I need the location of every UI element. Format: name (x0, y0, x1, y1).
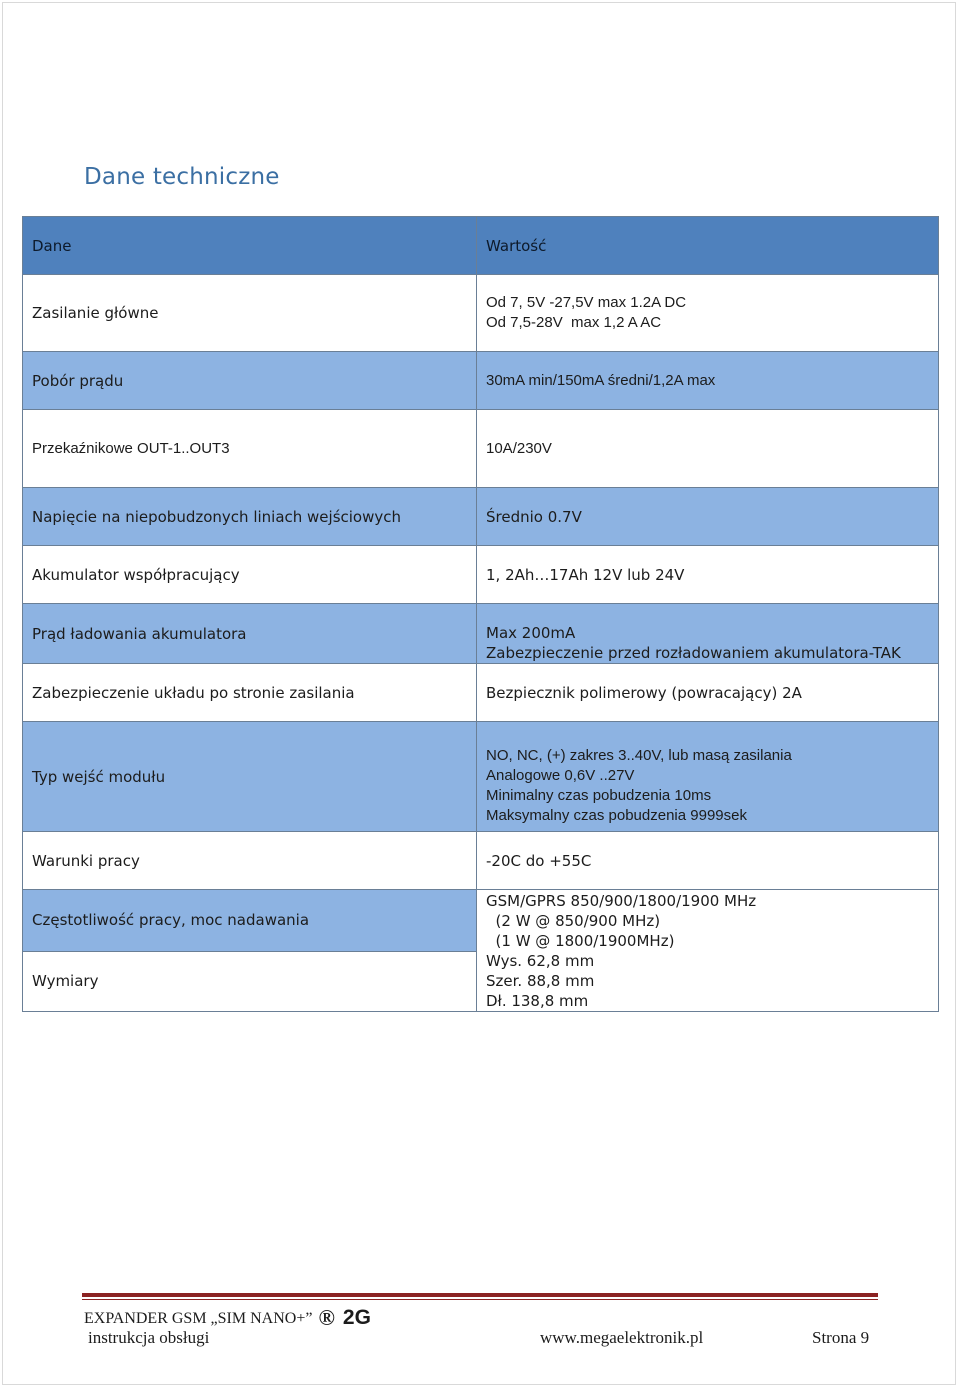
value-line: Od 7, 5V -27,5V max 1.2A DC (486, 294, 687, 311)
row-value-cell (477, 275, 939, 352)
row-value-cell (477, 410, 939, 488)
header-value-cell: Wartość (477, 217, 939, 275)
row-name-cell: Przekaźnikowe OUT-1..OUT3 (23, 410, 477, 488)
footer-generation: 2G (342, 1306, 371, 1329)
table-row (23, 604, 939, 664)
row-name-cell: Pobór prądu (23, 352, 477, 410)
table-row (23, 546, 939, 604)
value-line: Zabezpieczenie przed rozładowaniem akumulatora-TAK (486, 644, 901, 662)
row-name-cell: Napięcie na niepobudzonych liniach wejściowych (23, 488, 477, 546)
row-name-cell: Zasilanie główne (23, 275, 477, 352)
value-line: NO, NC, (+) zakres 3..40V, lub masą zasilania (486, 747, 792, 764)
footer-page-number: Strona 9 (812, 1328, 870, 1347)
value-line: (1 W @ 1800/1900MHz) (486, 932, 675, 950)
value-line: 30mA min/150mA średni/1,2A max (486, 371, 716, 389)
value-line: GSM/GPRS 850/900/1800/1900 MHz (486, 892, 757, 910)
footer-rule (82, 1293, 878, 1297)
header-name-cell: Dane (23, 217, 477, 275)
row-value-cell (477, 488, 939, 546)
value-line: Dł. 138,8 mm (486, 992, 589, 1010)
footer-website: www.megaelektronik.pl (540, 1328, 704, 1347)
row-value-cell (477, 604, 939, 664)
table-row (23, 275, 939, 352)
page-title: Dane techniczne (84, 164, 280, 190)
value-line: Max 200mA (486, 624, 576, 642)
value-line: Maksymalny czas pobudzenia 9999sek (486, 807, 747, 824)
registered-mark: ® (318, 1305, 335, 1330)
footer-product-name: EXPANDER GSM „SIM NANO+” (84, 1310, 313, 1327)
table-header-row (23, 217, 939, 275)
table-row (23, 664, 939, 722)
value-line: 10A/230V (486, 439, 552, 457)
value-line: Analogowe 0,6V ..27V (486, 767, 635, 784)
row-name-cell: Akumulator współpracujący (23, 546, 477, 604)
row-name-cell: Typ wejść modułu (23, 722, 477, 832)
value-line: Wys. 62,8 mm (486, 952, 595, 970)
spec-table (22, 216, 939, 1012)
value-line: 1, 2Ah…17Ah 12V lub 24V (486, 565, 685, 584)
row-value-cell (477, 664, 939, 722)
value-line: Bezpiecznik polimerowy (powracający) 2A (486, 683, 802, 702)
value-line: Średnio 0.7V (486, 507, 582, 526)
table-row (23, 488, 939, 546)
row-name-cell: Prąd ładowania akumulatora (23, 604, 477, 664)
table-row (23, 410, 939, 488)
value-line: Minimalny czas pobudzenia 10ms (486, 787, 712, 804)
table-row (23, 890, 939, 952)
footer-rule (82, 1299, 878, 1300)
row-value-cell (477, 546, 939, 604)
table-row (23, 832, 939, 890)
value-line: -20C do +55C (486, 851, 592, 870)
row-name-cell: Częstotliwość pracy, moc nadawania (23, 890, 477, 952)
footer-manual-label: instrukcja obsługi (88, 1328, 210, 1347)
value-line: (2 W @ 850/900 MHz) (486, 912, 661, 930)
table-row (23, 722, 939, 832)
row-value-cell (477, 352, 939, 410)
row-name-cell: Zabezpieczenie układu po stronie zasilania (23, 664, 477, 722)
row-value-cell (477, 890, 939, 1012)
value-line: Od 7,5-28V max 1,2 A AC (486, 314, 662, 331)
row-value-cell (477, 722, 939, 832)
row-name-cell: Wymiary (23, 951, 477, 1011)
row-value-cell (477, 832, 939, 890)
value-line: Szer. 88,8 mm (486, 972, 595, 990)
table-row (23, 352, 939, 410)
row-name-cell: Warunki pracy (23, 832, 477, 890)
